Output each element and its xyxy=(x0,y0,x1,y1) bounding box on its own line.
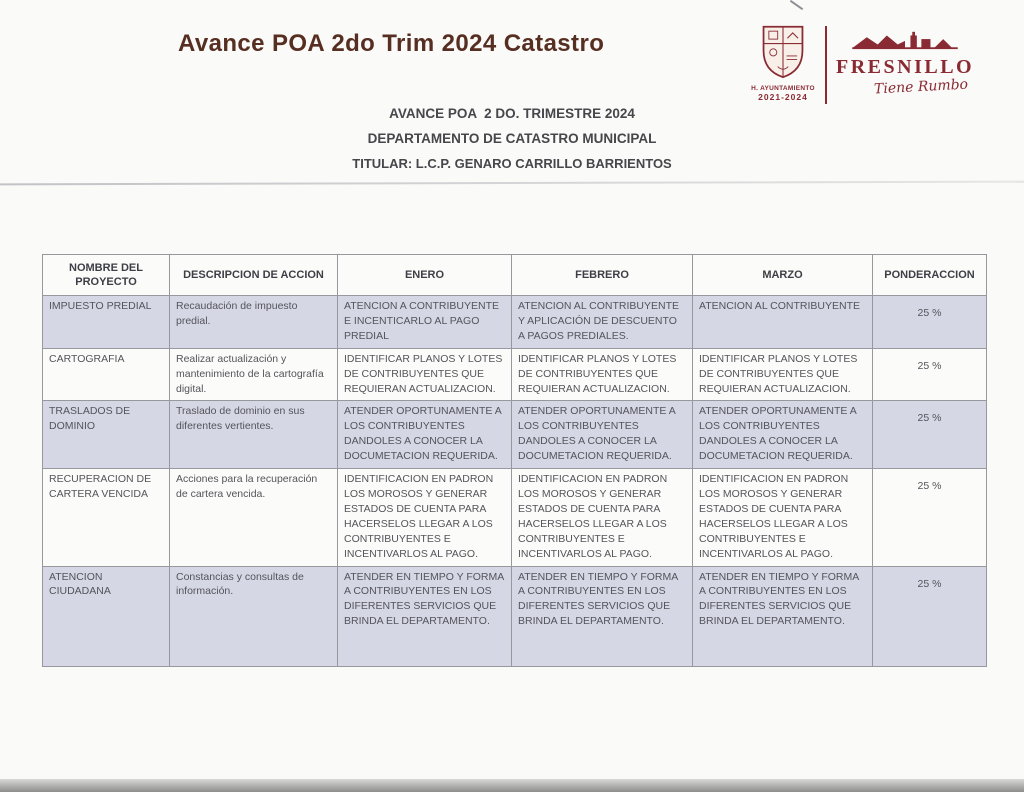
cell-ponderacion: 25 % xyxy=(873,296,987,349)
cell-febrero: ATENDER EN TIEMPO Y FORMA A CONTRIBUYENTES EN LOS DIFERENTES SERVICIOS QUE BRINDA EL DEPARTAMENTO. xyxy=(512,566,693,666)
fresnillo-logo xyxy=(750,24,980,110)
cell-febrero: IDENTIFICACION EN PADRON LOS MOROSOS Y GENERAR ESTADOS DE CUENTA PARA HACERSELOS LLEGAR A LOS CONTRIBUYENTES E INCENTIVARLOS AL PAGO. xyxy=(512,469,693,566)
cell-descripcion: Constancias y consultas de información. xyxy=(170,566,338,666)
table-row xyxy=(43,469,987,566)
header-cell-marzo: MARZO xyxy=(693,255,873,296)
city-slogan: Tiene Rumbo xyxy=(873,76,969,98)
header-cell-ponderaccion: PONDERACCION xyxy=(873,255,987,296)
cell-marzo: IDENTIFICAR PLANOS Y LOTES DE CONTRIBUYENTES QUE REQUIERAN ACTUALIZACION. xyxy=(693,348,873,401)
cell-ponderacion: 25 % xyxy=(873,566,987,666)
doc-subtitle-departamento: DEPARTAMENTO DE CATASTRO MUNICIPAL xyxy=(367,131,657,146)
cell-marzo: ATENDER OPORTUNAMENTE A LOS CONTRIBUYENTES DANDOLES A CONOCER LA DOCUMETACION REQUERIDA. xyxy=(693,401,873,469)
scan-artifact-line xyxy=(0,181,1024,185)
cell-nombre: CARTOGRAFIA xyxy=(43,348,170,401)
header-cell-nombre: NOMBRE DEL PROYECTO xyxy=(43,255,170,296)
header-cell-febrero: FEBRERO xyxy=(512,255,693,296)
cell-marzo: ATENCION AL CONTRIBUYENTE xyxy=(693,296,873,349)
cell-enero: ATENDER EN TIEMPO Y FORMA A CONTRIBUYENTES EN LOS DIFERENTES SERVICIOS QUE BRINDA EL DEPARTAMENTO. xyxy=(338,566,512,666)
city-name: FRESNILLO xyxy=(836,56,975,78)
cell-descripcion: Traslado de dominio en sus diferentes vertientes. xyxy=(170,401,338,469)
cell-enero: IDENTIFICAR PLANOS Y LOTES DE CONTRIBUYENTES QUE REQUIERAN ACTUALIZACION. xyxy=(338,348,512,401)
doc-subtitle-trimestre: AVANCE POA 2 DO. TRIMESTRE 2024 xyxy=(389,106,635,121)
cell-enero: IDENTIFICACION EN PADRON LOS MOROSOS Y GENERAR ESTADOS DE CUENTA PARA HACERSELOS LLEGAR A LOS CONTRIBUYENTES E INCENTIVARLOS AL PAGO. xyxy=(338,469,512,566)
skyline-icon xyxy=(846,30,964,55)
table-row xyxy=(43,401,987,469)
cell-nombre: RECUPERACION DE CARTERA VENCIDA xyxy=(43,469,170,566)
cell-enero: ATENDER OPORTUNAMENTE A LOS CONTRIBUYENTES DANDOLES A CONOCER LA DOCUMETACION REQUERIDA. xyxy=(338,401,512,469)
cell-ponderacion: 25 % xyxy=(873,469,987,566)
cell-marzo: ATENDER EN TIEMPO Y FORMA A CONTRIBUYENTES EN LOS DIFERENTES SERVICIOS QUE BRINDA EL DEPARTAMENTO. xyxy=(693,566,873,666)
doc-subtitle-titular: TITULAR: L.C.P. GENARO CARRILLO BARRIENTOS xyxy=(352,156,672,171)
ayuntamiento-label: H. AYUNTAMIENTO xyxy=(751,85,815,92)
table-row xyxy=(43,348,987,401)
logo-wordmark xyxy=(836,24,974,110)
cell-enero: ATENCION A CONTRIBUYENTE E INCENTICARLO AL PAGO PREDIAL xyxy=(338,296,512,349)
cell-descripcion: Recaudación de impuesto predial. xyxy=(170,296,338,349)
cell-febrero: ATENDER OPORTUNAMENTE A LOS CONTRIBUYENTES DANDOLES A CONOCER LA DOCUMETACION REQUERIDA. xyxy=(512,401,693,469)
cell-febrero: IDENTIFICAR PLANOS Y LOTES DE CONTRIBUYENTES QUE REQUIERAN ACTUALIZACION. xyxy=(512,348,693,401)
scan-bottom-edge xyxy=(0,779,1024,792)
page-title: Avance POA 2do Trim 2024 Catastro xyxy=(178,30,605,57)
document-header xyxy=(0,106,1024,171)
cell-descripcion: Acciones para la recuperación de cartera vencida. xyxy=(170,469,338,566)
cell-febrero: ATENCION AL CONTRIBUYENTE Y APLICACIÓN DE DESCUENTO A PAGOS PREDIALES. xyxy=(512,296,693,349)
cell-nombre: TRASLADOS DE DOMINIO xyxy=(43,401,170,469)
cell-marzo: IDENTIFICACION EN PADRON LOS MOROSOS Y GENERAR ESTADOS DE CUENTA PARA HACERSELOS LLEGAR A LOS CONTRIBUYENTES E INCENTIVARLOS AL PAGO. xyxy=(693,469,873,566)
table-row xyxy=(43,566,987,666)
ayuntamiento-period: 2021-2024 xyxy=(758,92,808,102)
scan-mark xyxy=(790,0,803,10)
coat-of-arms xyxy=(750,24,816,110)
poa-table xyxy=(42,254,987,667)
cell-ponderacion: 25 % xyxy=(873,401,987,469)
shield-icon xyxy=(760,24,806,84)
cell-nombre: ATENCION CIUDADANA xyxy=(43,566,170,666)
table-header-row xyxy=(43,255,987,296)
table-row xyxy=(43,296,987,349)
logo-divider xyxy=(825,26,827,104)
cell-ponderacion: 25 % xyxy=(873,348,987,401)
cell-descripcion: Realizar actualización y mantenimiento de la cartografía digital. xyxy=(170,348,338,401)
header-cell-enero: ENERO xyxy=(338,255,512,296)
header-cell-descripcion: DESCRIPCION DE ACCION xyxy=(170,255,338,296)
cell-nombre: IMPUESTO PREDIAL xyxy=(43,296,170,349)
